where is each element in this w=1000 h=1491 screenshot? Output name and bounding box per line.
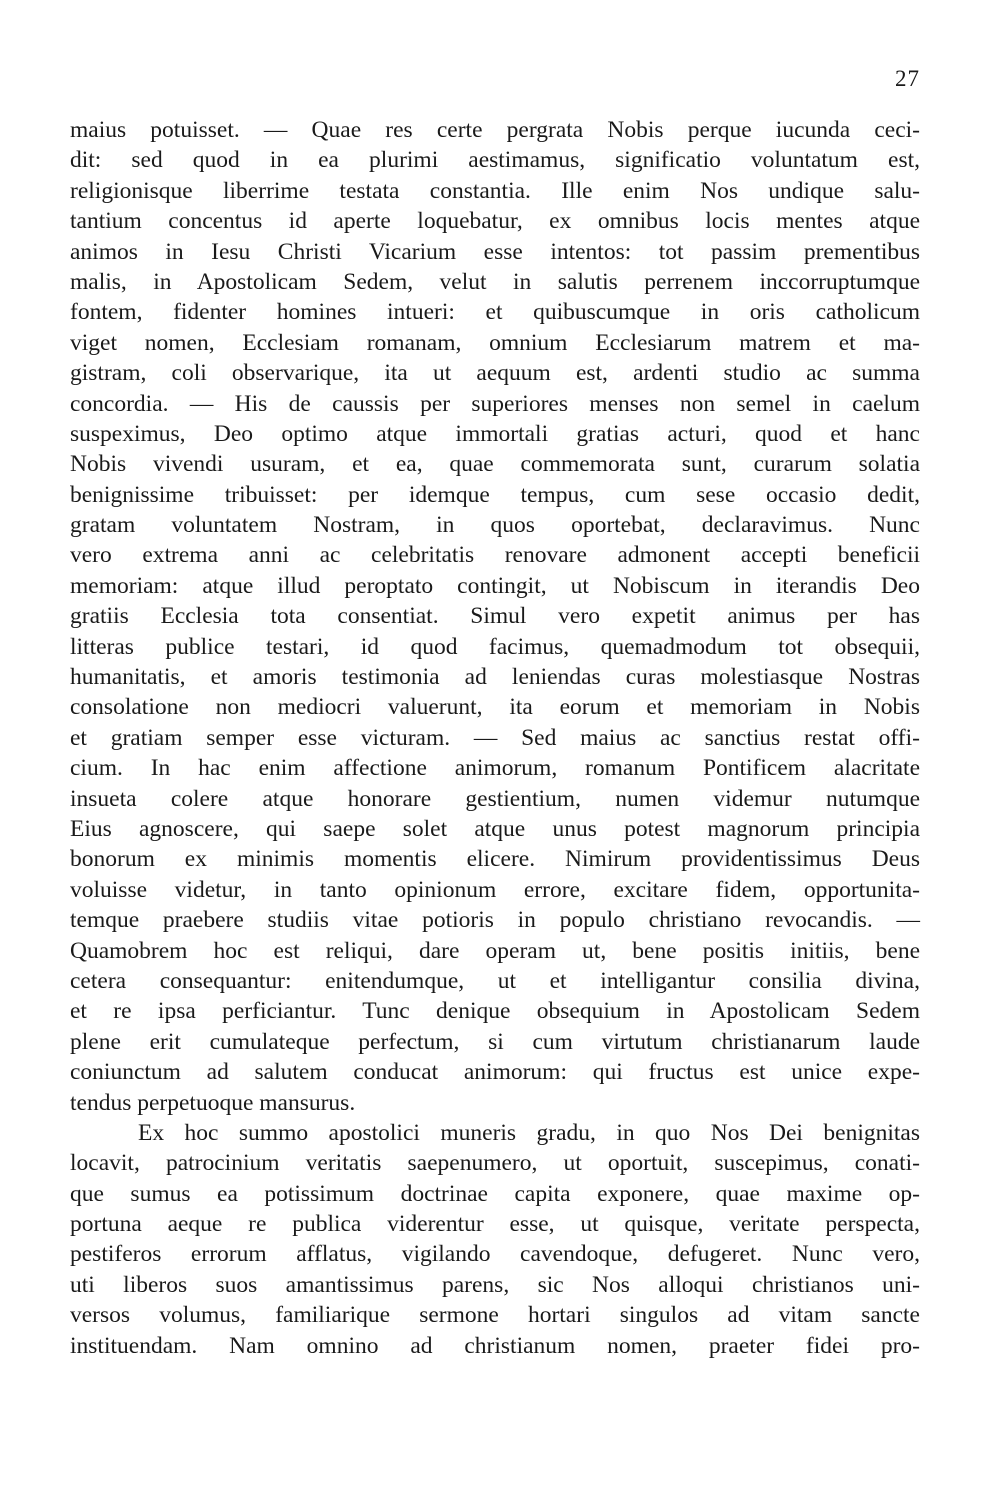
text-line: dit: sed quod in ea plurimi aestimamus, significatio voluntatum est, [70,147,920,174]
text-line: pestiferos errorum afflatus, vigilando cavendoque, defugeret. Nunc vero, [70,1241,920,1268]
text-line: et re ipsa perficiantur. Tunc denique obsequium in Apostolicam Sedem [70,998,920,1025]
text-line: gratam voluntatem Nostram, in quos oportebat, declaravimus. Nunc [70,512,920,539]
text-line: tendus perpetuoque mansurus. [70,1089,356,1116]
text-line: animos in Iesu Christi Vicarium esse intentos: tot passim prementibus [70,238,920,265]
text-line: gistram, coli observarique, ita ut aequum est, ardenti studio ac summa [70,360,920,387]
text-line: Quamobrem hoc est reliqui, dare operam ut, bene positis initiis, bene [70,937,920,964]
text-line: fontem, fidenter homines intueri: et quibuscumque in oris catholicum [70,299,920,326]
text-line: coniunctum ad salutem conducat animorum: qui fructus est unice expe- [70,1059,920,1086]
text-line: consolatione non mediocri valuerunt, ita eorum et memoriam in Nobis [70,694,920,721]
text-line: religionisque liberrime testata constantia. Ille enim Nos undique salu- [70,177,920,204]
text-line: versos volumus, familiarique sermone hortari singulos ad vitam sancte [70,1302,920,1329]
text-line: temque praebere studiis vitae potioris in populo christiano revocandis. — [70,907,920,934]
text-line: vero extrema anni ac celebritatis renovare admonent accepti beneficii [70,542,920,569]
text-line: viget nomen, Ecclesiam romanam, omnium Ecclesiarum matrem et ma- [70,329,920,356]
text-line: uti liberos suos amantissimus parens, sic Nos alloqui christianos uni- [70,1271,920,1298]
text-line: portuna aeque re publica viderentur esse, ut quisque, veritate perspecta, [70,1211,920,1238]
text-line: et gratiam semper esse victuram. — Sed maius ac sanctius restat offi- [70,724,920,751]
text-line: bonorum ex minimis momentis elicere. Nimirum providentissimus Deus [70,846,920,873]
text-line: benignissime tribuisset: per idemque tempus, cum sese occasio dedit, [70,481,920,508]
text-line: humanitatis, et amoris testimonia ad leniendas curas molestiasque Nostras [70,664,920,691]
text-line: Nobis vivendi usuram, et ea, quae commemorata sunt, curarum solatia [70,451,920,478]
text-line: plene erit cumulateque perfectum, si cum virtutum christianarum laude [70,1028,920,1055]
text-line: litteras publice testari, id quod facimus, quemadmodum tot obsequii, [70,633,920,660]
text-line: que sumus ea potissimum doctrinae capita exponere, quae maxime op- [70,1180,920,1207]
text-line: cetera consequantur: enitendumque, ut et intelligantur consilia divina, [70,967,920,994]
text-line: voluisse videtur, in tanto opinionum errore, excitare fidem, opportunita- [70,876,920,903]
text-line: locavit, patrocinium veritatis saepenumero, ut oportuit, suscepimus, conati- [70,1150,920,1177]
text-line: gratiis Ecclesia tota consentiat. Simul vero expetit animus per has [70,603,920,630]
text-line: memoriam: atque illud peroptato contingit, ut Nobiscum in iterandis Deo [70,572,920,599]
text-line: insueta colere atque honorare gestientium, numen videmur nutumque [70,785,920,812]
page-number: 27 [895,66,920,91]
text-line: maius potuisset. — Quae res certe pergrata Nobis perque iucunda ceci- [70,117,920,143]
body-text [70,115,920,1361]
text-line: cium. In hac enim affectione animorum, romanum Pontificem alacritate [70,755,920,782]
text-line: suspeximus, Deo optimo atque immortali gratias acturi, quod et hanc [70,420,920,447]
text-line: Ex hoc summo apostolici muneris gradu, in quo Nos Dei benignitas [138,1119,920,1146]
text-line: tantium concentus id aperte loquebatur, ex omnibus locis mentes atque [70,208,920,235]
text-line: malis, in Apostolicam Sedem, velut in salutis perrenem inccorruptumque [70,268,920,295]
text-line: instituendam. Nam omnino ad christianum nomen, praeter fidei pro- [70,1332,920,1359]
text-line: concordia. — His de caussis per superiores menses non semel in caelum [70,390,920,417]
text-line: Eius agnoscere, qui saepe solet atque unus potest magnorum principia [70,815,920,842]
